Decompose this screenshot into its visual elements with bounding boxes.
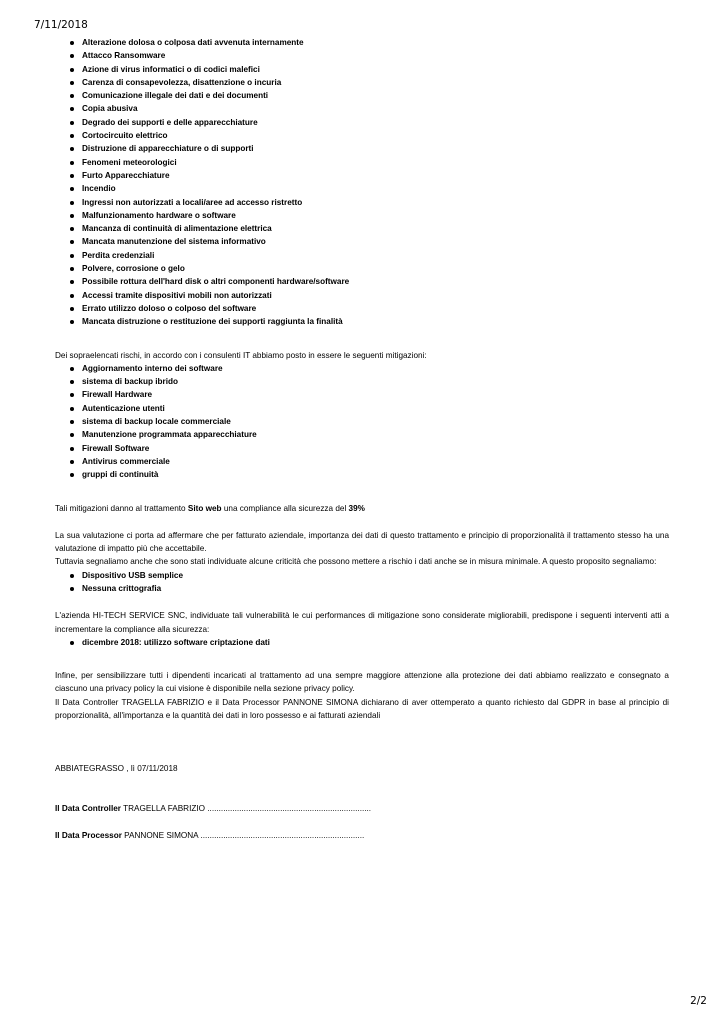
mitigation-item: gruppi di continuità bbox=[55, 468, 669, 481]
risk-item: Distruzione di apparecchiature o di supporti bbox=[55, 142, 669, 155]
risk-item: Degrado dei supporti e delle apparecchiature bbox=[55, 116, 669, 129]
risk-item: Cortocircuito elettrico bbox=[55, 129, 669, 142]
intervention-item: dicembre 2018: utilizzo software criptazione dati bbox=[55, 636, 669, 649]
processor-signature-line: ........................................................................ bbox=[200, 830, 365, 840]
controller-name: TRAGELLA FABRIZIO bbox=[120, 803, 208, 813]
controller-label: Il Data Controller bbox=[55, 803, 121, 813]
compliance-prefix: Tali mitigazioni danno al trattamento bbox=[55, 503, 188, 513]
risk-item: Incendio bbox=[55, 182, 669, 195]
compliance-percent: 39% bbox=[348, 503, 365, 513]
risk-item: Carenza di consapevolezza, disattenzione o incuria bbox=[55, 76, 669, 89]
compliance-statement bbox=[55, 502, 669, 515]
criticality-item: Nessuna crittografia bbox=[55, 582, 669, 595]
risk-item: Mancata manutenzione del sistema informativo bbox=[55, 235, 669, 248]
mitigation-item: sistema di backup locale commerciale bbox=[55, 415, 669, 428]
criticality-item: Dispositivo USB semplice bbox=[55, 569, 669, 582]
risk-item: Ingressi non autorizzati a locali/aree ad accesso ristretto bbox=[55, 196, 669, 209]
mitigations-intro: Dei sopraelencati rischi, in accordo con i consulenti IT abbiamo posto in essere le seguenti mitigazioni: bbox=[55, 350, 427, 360]
place-date: ABBIATEGRASSO , lì 07/11/2018 bbox=[55, 764, 178, 774]
risk-item: Errato utilizzo doloso o colposo del software bbox=[55, 302, 669, 315]
mitigation-item: Antivirus commerciale bbox=[55, 455, 669, 468]
mitigation-list bbox=[55, 362, 669, 482]
processor-label: Il Data Processor bbox=[55, 830, 122, 840]
page-number: 2/2 bbox=[690, 995, 707, 1007]
risk-item: Attacco Ransomware bbox=[55, 49, 669, 62]
mitigation-item: Firewall Software bbox=[55, 442, 669, 455]
mitigation-item: sistema di backup ibrido bbox=[55, 375, 669, 388]
risk-item: Possibile rottura dell'hard disk o altri componenti hardware/software bbox=[55, 275, 669, 288]
criticality-paragraph: Tuttavia segnaliamo anche che sono stati individuate alcune criticità che possono mettere a rischio i dati anche se in misura minimale. A questo proposito segnaliamo: bbox=[55, 557, 657, 567]
processor-signature bbox=[55, 829, 669, 842]
risk-item: Fenomeni meteorologici bbox=[55, 156, 669, 169]
print-date: 7/11/2018 bbox=[34, 19, 88, 31]
risk-item: Copia abusiva bbox=[55, 102, 669, 115]
risk-item: Perdita credenziali bbox=[55, 249, 669, 262]
processor-name: PANNONE SIMONA bbox=[121, 830, 201, 840]
risk-item: Alterazione dolosa o colposa dati avvenuta internamente bbox=[55, 36, 669, 49]
intervention-list bbox=[55, 636, 669, 649]
final-paragraph-1: Infine, per sensibilizzare tutti i dipendenti incaricati al trattamento ad una sempre maggiore attenzione alla protezione dei dati abbiamo realizzato e consegnato a ciascuno una privacy policy la cui visione è disponibile nella sezione privacy policy. bbox=[55, 671, 669, 694]
mitigation-item: Autenticazione utenti bbox=[55, 402, 669, 415]
controller-signature bbox=[55, 802, 669, 815]
compliance-treatment: Sito web bbox=[187, 503, 222, 513]
risk-item: Mancanza di continuità di alimentazione elettrica bbox=[55, 222, 669, 235]
document-body bbox=[55, 36, 669, 842]
risk-item: Azione di virus informatici o di codici malefici bbox=[55, 63, 669, 76]
mitigation-item: Firewall Hardware bbox=[55, 388, 669, 401]
evaluation-paragraph: La sua valutazione ci porta ad affermare che per fatturato aziendale, importanza dei dati di questo trattamento e principio di proporzionalità il trattamento stesso ha una valutazione di impatto più che accettabile. bbox=[55, 530, 669, 554]
criticality-list bbox=[55, 569, 669, 596]
final-paragraph-2: Il Data Controller TRAGELLA FABRIZIO e il Data Processor PANNONE SIMONA dichiarano di aver ottemperato a quanto richiesto dal GDPR in base al principio di proporzionalità, all'importanza e la quantità dei dati in loro possesso e ai fatturati aziendali bbox=[55, 697, 669, 721]
company-paragraph: L'azienda HI-TECH SERVICE SNC, individuate tali vulnerabilità le cui performances di mitigazione sono considerate migliorabili, predispone i seguenti interventi atti a incrementare la compliance alla sicurezza: bbox=[55, 611, 669, 634]
risk-item: Comunicazione illegale dei dati e dei documenti bbox=[55, 89, 669, 102]
risk-item: Malfunzionamento hardware o software bbox=[55, 209, 669, 222]
controller-signature-line: ........................................................................ bbox=[207, 803, 372, 813]
mitigation-item: Manutenzione programmata apparecchiature bbox=[55, 428, 669, 441]
risk-item: Furto Apparecchiature bbox=[55, 169, 669, 182]
risk-item: Mancata distruzione o restituzione dei supporti raggiunta la finalità bbox=[55, 315, 669, 328]
compliance-middle: una compliance alla sicurezza del bbox=[221, 503, 349, 513]
risk-item: Polvere, corrosione o gelo bbox=[55, 262, 669, 275]
mitigation-item: Aggiornamento interno dei software bbox=[55, 362, 669, 375]
risk-item: Accessi tramite dispositivi mobili non autorizzati bbox=[55, 289, 669, 302]
risk-list bbox=[55, 36, 669, 329]
